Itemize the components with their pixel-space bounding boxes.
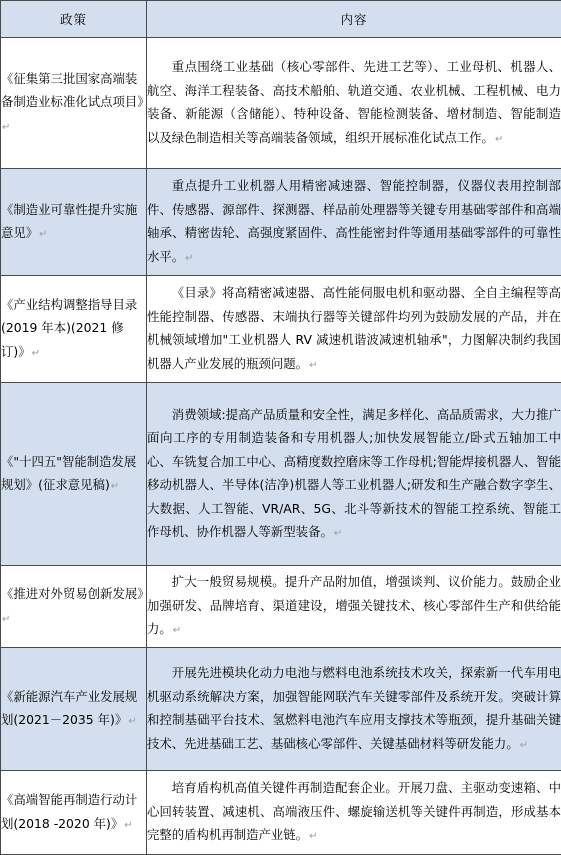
policy-name: 《"十四五"智能制造发展规划》(征求意见稿) <box>1 453 137 492</box>
table-row <box>1 771 561 855</box>
paragraph-mark-icon: ↵ <box>185 252 194 264</box>
table-row <box>1 276 561 383</box>
paragraph-mark-icon: ↵ <box>124 819 133 831</box>
policy-cell <box>1 383 147 566</box>
paragraph-mark-icon: ↵ <box>128 716 137 727</box>
content-cell <box>147 771 561 855</box>
policy-content: 《目录》将高精密减速器、高性能伺服电机和驱动器、全自主编程等高性能控制器、传感器、末端执行器等关键部件均列为鼓励发展的产品，并在机械领域增加"工业机器人 RV 减速机谐波减速机轴承"，力图解决制约我国机器人产业发展的瓶颈问题。 <box>147 285 561 371</box>
table-row <box>1 38 561 169</box>
paragraph-mark-icon: ↵ <box>31 347 41 359</box>
policy-cell <box>1 169 147 276</box>
paragraph-mark-icon: ↵ <box>494 133 504 145</box>
content-cell <box>147 276 561 383</box>
header-policy: 政策 <box>1 1 147 38</box>
policy-name: 《产业结构调整指导目录(2019 年本)(2021 修订)》 <box>1 296 138 359</box>
policy-name: 《推进对外贸易创新发展》 <box>1 586 150 601</box>
table-row <box>1 169 561 276</box>
paragraph-mark-icon: ↵ <box>2 613 11 625</box>
policy-content: 开展先进模块化动力电池与燃料电池系统技术攻关，探索新一代车用电机驱动系统解决方案，加强智能网联汽车关键零部件及系统开发。突破计算和控制基础平台技术、氢燃料电池汽车应用支撑技术等瓶颈，提升基础关键技术、先进基础工艺、基础核心零部件、关键基础材料等研发能力。 <box>147 665 561 751</box>
table-row <box>1 648 561 771</box>
content-cell <box>147 566 561 648</box>
header-content: 内容 <box>147 1 561 38</box>
policy-name: 《征集第三批国家高端装备制造业标准化试点项目》 <box>1 70 150 110</box>
table-row <box>1 383 561 566</box>
content-cell <box>147 383 561 566</box>
policy-cell <box>1 566 150 648</box>
content-cell <box>147 38 561 169</box>
paragraph-mark-icon: ↵ <box>110 481 120 492</box>
paragraph-mark-icon: ↵ <box>309 359 318 371</box>
policy-content: 扩大一般贸易规模。提升产品附加值，增强谈判、议价能力。鼓励企业加强研发、品牌培育、渠道建设，增强关键技术、核心零部件生产和供给能力。 <box>147 574 561 637</box>
policy-content: 重点提升工业机器人用精密减速器、智能控制器，仪器仪表用控制部件、传感器、源部件、探测器、样品前处理器等关键专用基础零部件和高端轴承、精密齿轮、高强度紧固件、高性能密封件等通用基础零部件的可靠性水平。 <box>147 178 561 264</box>
policy-name: 《新能源汽车产业发展规划(2021－2035 年)》 <box>1 688 138 727</box>
paragraph-mark-icon: ↵ <box>2 121 11 133</box>
policy-cell <box>1 648 147 771</box>
paragraph-mark-icon: ↵ <box>39 229 48 240</box>
table-row <box>1 566 561 648</box>
policy-name: 《制造业可靠性提升实施意见》 <box>1 201 138 240</box>
policy-content: 消费领域:提高产品质量和安全性，满足多样化、高品质需求，大力推广面向工序的专用制造装备和专用机器人;加快发展智能立/卧式五轴加工中心、车铣复合加工中心、高精度数控磨床等工作母机;智能焊接机器人、智能移动机器人、半导体(洁净)机器人等工业机器人;研发和生产融合数字孪生、大数据、人工智能、VR/AR、5G、北斗等新技术的智能工控系统、智能工作母机、协作机器人等新型装备。 <box>147 406 561 539</box>
paragraph-mark-icon: ↵ <box>333 528 343 539</box>
paragraph-mark-icon: ↵ <box>519 739 529 751</box>
paragraph-mark-icon: ↵ <box>172 625 182 637</box>
policy-name: 《高端智能再制造行动计划(2018 -2020 年)》 <box>1 792 138 831</box>
policy-cell <box>1 771 147 855</box>
policy-content: 重点围绕工业基础（核心零部件、先进工艺等）、工业母机、机器人、航空、海洋工程装备、高技术船舶、轨道交通、农业机械、工程机械、电力装备、新能源（含储能）、特种设备、智能检测装备、增材制造、智能制造以及绿色制造相关等高端装备领域，组织开展标准化试点工作。 <box>147 59 561 145</box>
content-cell <box>147 648 561 771</box>
content-cell <box>147 169 561 276</box>
policy-cell <box>1 38 150 169</box>
paragraph-mark-icon: ↵ <box>309 831 318 843</box>
table-header-row <box>1 1 561 38</box>
policy-content: 培育盾构机高值关键件再制造配套企业。开展刀盘、主驱动变速箱、中心回转装置、减速机、高端液压件、螺旋输送机等关键件再制造，形成基本完整的盾构机再制造产业链。 <box>147 780 561 843</box>
policy-cell <box>1 276 147 383</box>
